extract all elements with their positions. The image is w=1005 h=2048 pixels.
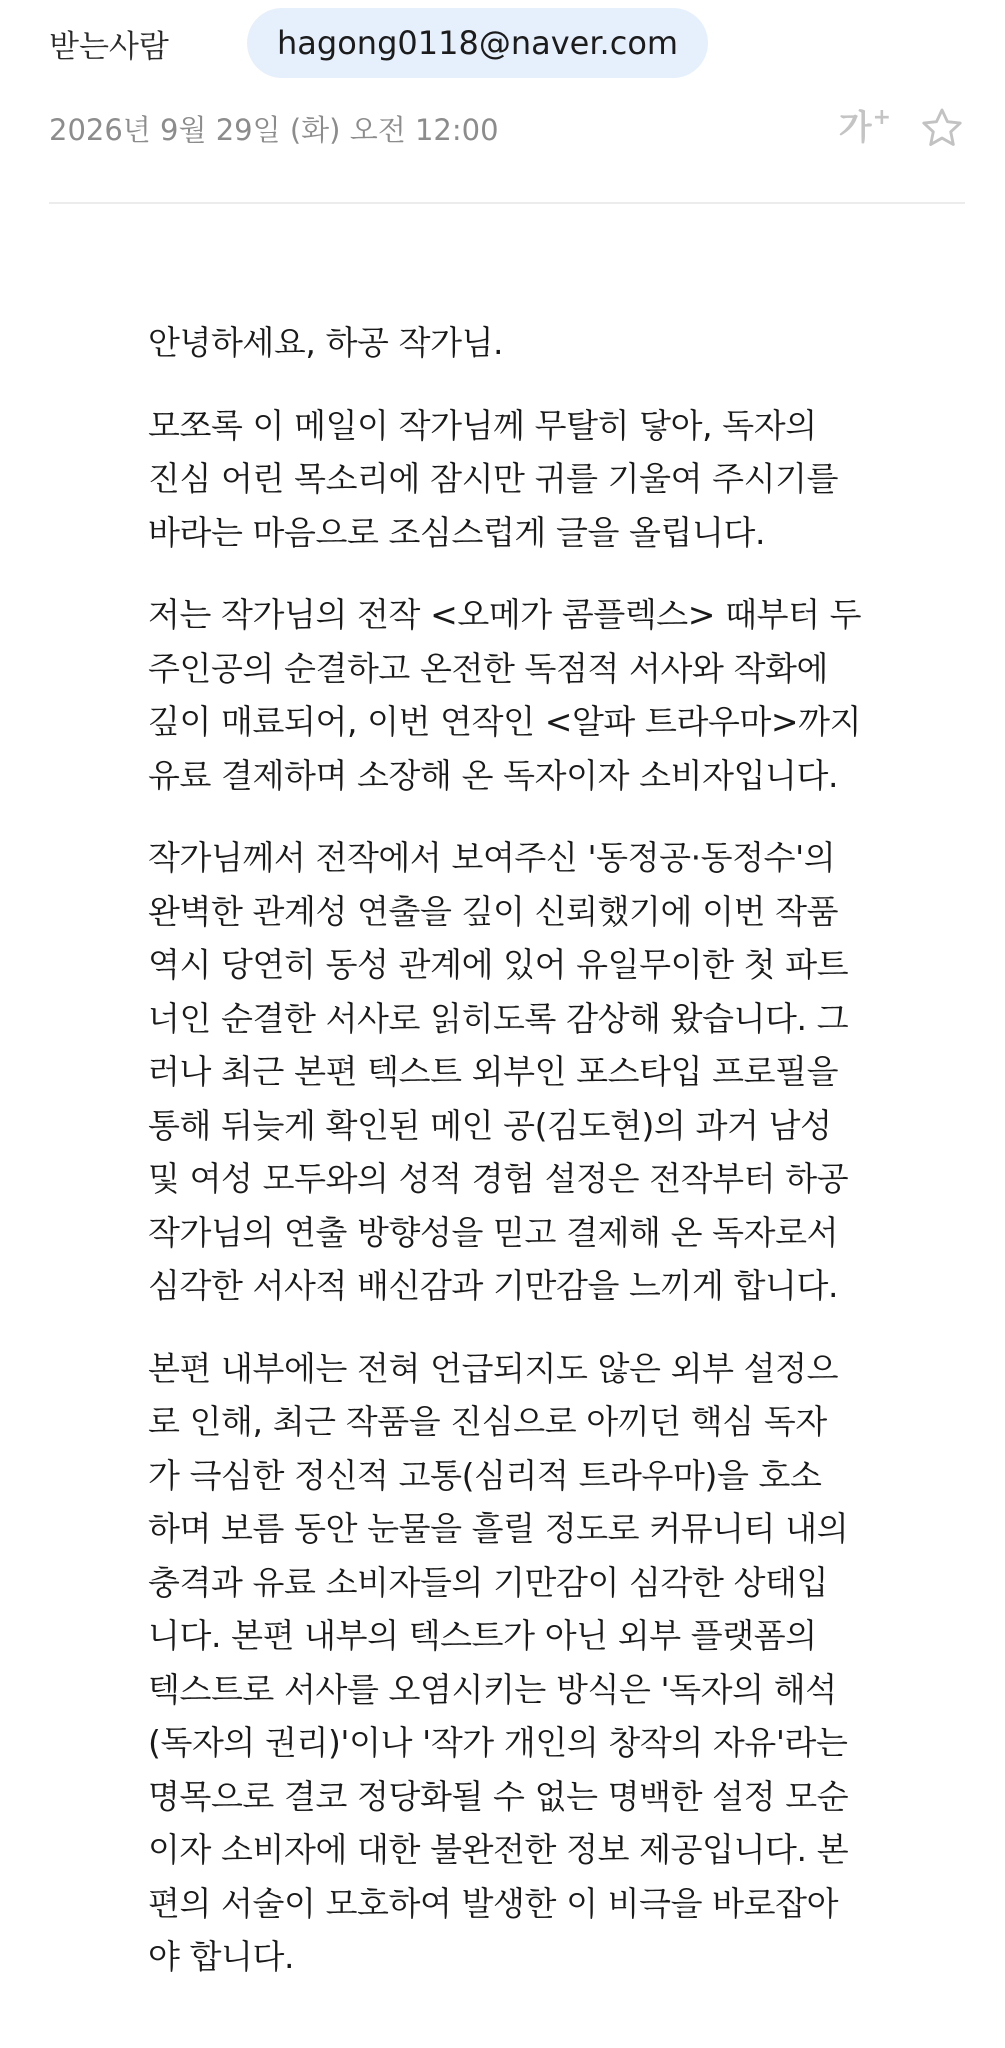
font-size-plus: + (872, 105, 891, 130)
font-size-label: 가 (838, 108, 872, 148)
recipient-label: 받는사람 (49, 28, 169, 65)
paragraph-line: 작가님께서 전작에서 보여주신 '동정공·동정수'의 (148, 838, 836, 877)
paragraph-line: 주인공의 순결하고 온전한 독점적 서사와 작화에 (148, 648, 829, 688)
paragraph-line: 진심 어린 목소리에 잠시만 귀를 기울여 주시기를 (148, 459, 839, 498)
mail-paragraph (148, 831, 868, 1313)
paragraph-line: 로 인해, 최근 작품을 진심으로 아끼던 핵심 독자 (148, 1402, 827, 1441)
paragraph-line: 명목으로 결코 정당화될 수 없는 명백한 설정 모순 (148, 1776, 849, 1816)
paragraph-line: 저는 작가님의 전작 <오메가 콤플렉스> 때부터 두 (148, 595, 862, 634)
mail-date: 2026년 9월 29일 (화) 오전 12:00 (49, 112, 499, 147)
paragraph-line: 완벽한 관계성 연출을 깊이 신뢰했기에 이번 작품 (148, 891, 839, 931)
mail-paragraph (148, 588, 868, 802)
paragraph-line: 통해 뒤늦게 확인된 메인 공(김도현)의 과거 남성 (148, 1105, 832, 1145)
mail-paragraph (148, 1342, 868, 1984)
paragraph-line: 러나 최근 본편 텍스트 외부인 포스타입 프로필을 (148, 1052, 839, 1091)
mail-tools (839, 100, 965, 156)
mail-body (148, 316, 868, 2013)
paragraph-line: (독자의 권리)'이나 '작가 개인의 창작의 자유'라는 (148, 1723, 848, 1762)
font-size-button[interactable] (838, 105, 891, 148)
paragraph-line: 깊이 매료되어, 이번 연작인 <알파 트라우마>까지 (148, 702, 862, 741)
paragraph-line: 편의 서술이 모호하여 발생한 이 비극을 바로잡아 (148, 1883, 839, 1923)
paragraph-line: 야 합니다. (148, 1937, 295, 1976)
paragraph-line: 심각한 서사적 배신감과 기만감을 느끼게 합니다. (148, 1266, 839, 1305)
recipient-email-chip[interactable]: hagong0118@naver.com (247, 8, 708, 78)
paragraph-line: 너인 순결한 서사로 읽히도록 감상해 왔습니다. 그 (148, 998, 849, 1038)
mail-paragraph (148, 399, 868, 560)
header-divider (49, 202, 965, 204)
recipient-row (49, 8, 708, 78)
star-icon[interactable] (919, 105, 965, 151)
mail-paragraph (148, 316, 868, 370)
paragraph-line: 텍스트로 서사를 오염시키는 방식은 '독자의 해석 (148, 1669, 837, 1709)
paragraph-line: 역시 당연히 동성 관계에 있어 유일무이한 첫 파트 (148, 945, 849, 984)
paragraph-line: 하며 보름 동안 눈물을 흘릴 정도로 커뮤니티 내의 (148, 1509, 849, 1548)
paragraph-line: 안녕하세요, 하공 작가님. (148, 323, 504, 362)
paragraph-line: 이자 소비자에 대한 불완전한 정보 제공입니다. 본 (148, 1830, 849, 1869)
paragraph-line: 니다. 본편 내부의 텍스트가 아닌 외부 플랫폼의 (148, 1616, 817, 1655)
paragraph-line: 본편 내부에는 전혀 언급되지도 않은 외부 설정으 (148, 1348, 839, 1388)
paragraph-line: 유료 결제하며 소장해 온 독자이자 소비자입니다. (148, 755, 839, 795)
paragraph-line: 바라는 마음으로 조심스럽게 글을 올립니다. (148, 512, 766, 552)
paragraph-line: 모쪼록 이 메일이 작가님께 무탈히 닿아, 독자의 (148, 405, 817, 445)
paragraph-line: 충격과 유료 소비자들의 기만감이 심각한 상태입 (148, 1562, 829, 1602)
paragraph-line: 작가님의 연출 방향성을 믿고 결제해 온 독자로서 (148, 1212, 839, 1252)
paragraph-line: 가 극심한 정신적 고통(심리적 트라우마)을 호소 (148, 1455, 822, 1495)
paragraph-line: 및 여성 모두와의 성적 경험 설정은 전작부터 하공 (148, 1159, 849, 1198)
